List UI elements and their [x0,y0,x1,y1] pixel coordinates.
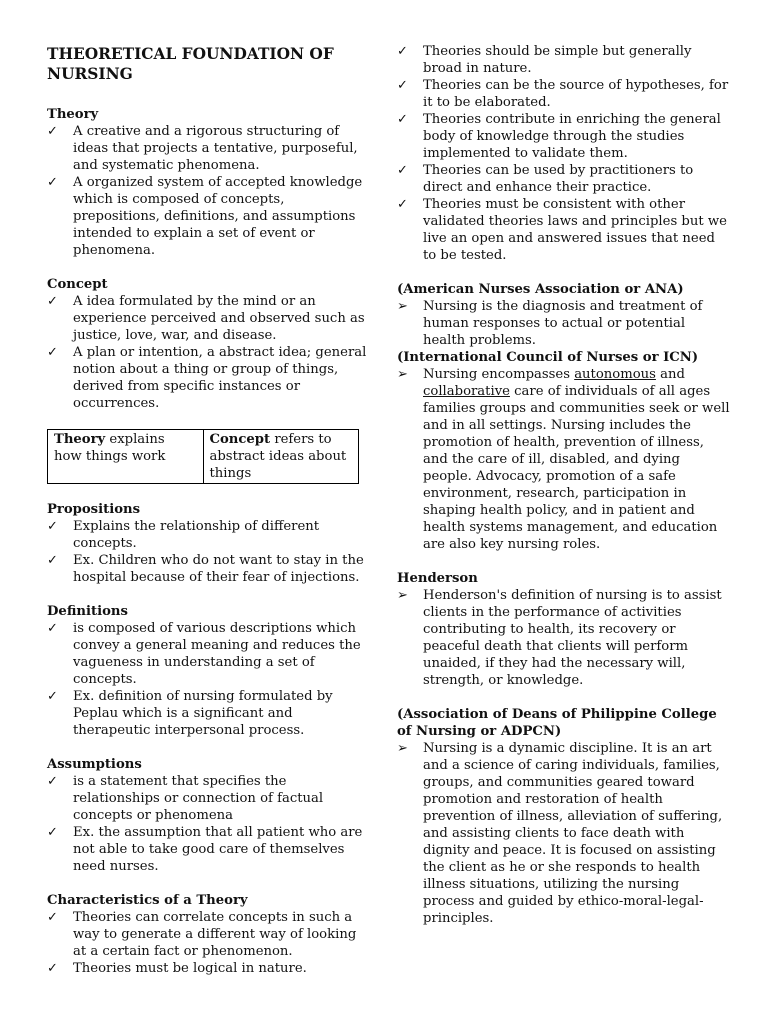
list-item: ✓ A creative and a rigorous structuring of ideas that projects a tentative, purposeful, and systematic phenomena. [47,124,358,173]
checkmark-icon: ✓ [47,689,59,704]
section-definitions [47,603,372,739]
list-item: ✓ Ex. Children who do not want to stay in the hospital because of their fear of injections. [47,553,364,585]
list-item: ✓ Theories must be logical in nature. [47,961,307,976]
right-column [397,0,730,944]
section-characteristics [47,892,372,977]
arrow-bullet-icon: ➢ [397,367,409,382]
list-item: ➢ Henderson's definition of nursing is to assist clients in the performance of activities contributing to health, its recovery or peaceful death that clients will perform unaided, if they had the necessary will, strength, or knowledge. [397,588,722,688]
heading-definitions: Definitions [47,604,128,619]
theory-concept-table [47,429,359,484]
heading-theory: Theory [47,107,99,122]
list-item: ✓ Ex. definition of nursing formulated by Peplau which is a significant and therapeutic interpersonal process. [47,689,333,738]
heading-concept: Concept [47,277,108,292]
list-item: ✓ A idea formulated by the mind or an experience perceived and observed such as justice, love, war, and disease. [47,294,365,343]
list-item: ✓ Theories contribute in enriching the general body of knowledge through the studies implemented to validate them. [397,112,721,161]
checkmark-icon: ✓ [47,124,59,139]
section-theory [47,106,372,259]
heading-characteristics: Characteristics of a Theory [47,893,248,908]
checkmark-icon: ✓ [397,78,409,93]
checkmark-icon: ✓ [397,44,409,59]
heading-icn: (International Council of Nurses or ICN) [397,350,699,365]
left-column [47,0,372,994]
list-item: ✓ Theories must be consistent with other validated theories laws and principles but we live an open and answered issues that need to be tested. [397,197,727,263]
checkmark-icon: ✓ [47,294,59,309]
section-assumptions [47,756,372,875]
section-henderson [397,570,730,689]
section-ana [397,281,730,349]
list-item: ✓ A organized system of accepted knowledge which is composed of concepts, prepositions, definitions, and assumptions intended to explain a set of event or phenomena. [47,175,363,258]
heading-assumptions: Assumptions [47,757,142,772]
checkmark-icon: ✓ [47,774,59,789]
list-item: ✓ A plan or intention, a abstract idea; general notion about a thing or group of things, derived from specific instances or occurrences. [47,345,367,411]
list-item: ➢ Nursing is a dynamic discipline. It is an art and a science of caring individuals, families, groups, and communities geared toward promotion and restoration of health prevention of illness, alleviation of suffering, and assisting clients to face death with dignity and peace. It is focused on assisting the client as he or she responds to health illness situations, utilizing the nursing process and guided by ethico-moral-legal-principles. [397,741,723,926]
list-item: ✓ Theories should be simple but generally broad in nature. [397,44,692,76]
list-item: ✓ Theories can correlate concepts in such a way to generate a different way of looking at a certain fact or phenomenon. [47,910,357,959]
section-icn [397,349,730,553]
checkmark-icon: ✓ [47,553,59,568]
list-item: ✓ Theories can be the source of hypotheses, for it to be elaborated. [397,78,729,110]
section-characteristics-continued [397,43,730,264]
section-propositions [47,501,372,586]
heading-adpcn: (Association of Deans of Philippine College of Nursing or ADPCN) [397,707,717,739]
checkmark-icon: ✓ [397,163,409,178]
list-item: ✓ Explains the relationship of different concepts. [47,519,320,551]
checkmark-icon: ✓ [47,345,59,360]
arrow-bullet-icon: ➢ [397,299,409,314]
arrow-bullet-icon: ➢ [397,741,409,756]
arrow-bullet-icon: ➢ [397,588,409,603]
checkmark-icon: ✓ [47,825,59,840]
checkmark-icon: ✓ [47,961,59,976]
checkmark-icon: ✓ [397,197,409,212]
checkmark-icon: ✓ [47,910,59,925]
checkmark-icon: ✓ [47,621,59,636]
list-item: ✓ is a statement that specifies the relationships or connection of factual concepts or phenomena [47,774,324,823]
table-cell-theory: Theory explains how things work [54,432,166,464]
page-title: THEORETICAL FOUNDATION OF NURSING [47,45,334,83]
checkmark-icon: ✓ [47,519,59,534]
list-item: ➢ Nursing is the diagnosis and treatment of human responses to actual or potential health problems. [397,299,703,348]
checkmark-icon: ✓ [397,112,409,127]
checkmark-icon: ✓ [47,175,59,190]
table-cell-concept: Concept refers to abstract ideas about things [203,430,359,483]
list-item: ✓ is composed of various descriptions which convey a general meaning and reduces the vagueness in understanding a set of concepts. [47,621,361,687]
list-item: ✓ Ex. the assumption that all patient who are not able to take good care of themselves need nurses. [47,825,363,874]
list-item: ✓ Theories can be used by practitioners to direct and enhance their practice. [397,163,694,195]
heading-propositions: Propositions [47,502,141,517]
heading-ana: (American Nurses Association or ANA) [397,282,684,297]
list-item: ➢ Nursing encompasses autonomous and collaborative care of individuals of all ages families groups and communities seek or well and in all settings. Nursing includes the promotion of health, prevention of illness, and the care of ill, disabled, and dying people. Advocacy, promotion of a safe environment, research, participation in shaping health policy, and in patient and health systems management, and education are also key nursing roles. [397,367,730,552]
section-adpcn [397,706,730,927]
heading-henderson: Henderson [397,571,478,586]
section-concept [47,276,372,412]
